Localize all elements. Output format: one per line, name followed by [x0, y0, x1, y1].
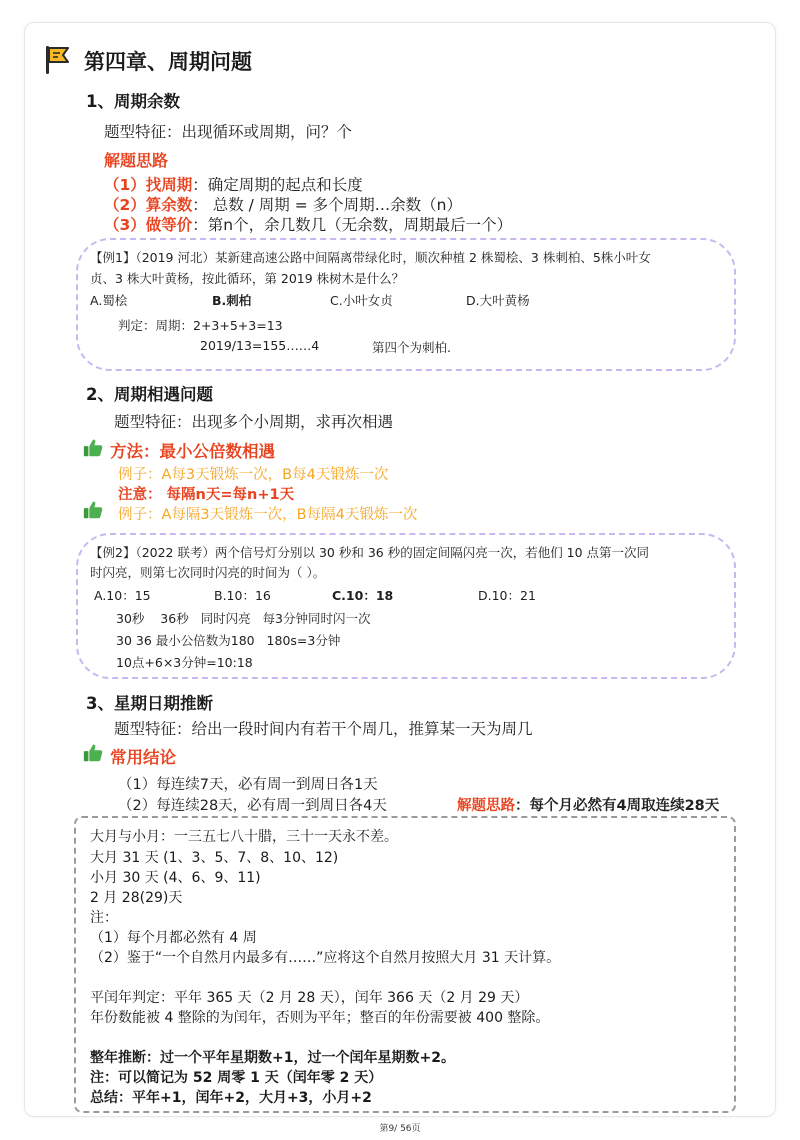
section2-example1: 例子：A每3天锻炼一次，B每4天锻炼一次	[118, 467, 389, 483]
example2-option-a: A.10：15	[94, 588, 151, 603]
box-line5: 注：	[90, 910, 118, 926]
box-line6: （1）每个月都必然有 4 周	[90, 930, 257, 946]
example1-option-a: A.蜀桧	[90, 293, 128, 308]
box-line10: 整年推断：过一个平年星期数+1，过一个闰年星期数+2。	[90, 1050, 455, 1066]
example2-work1: 30秒 36秒 同时闪亮 每3分钟同时闪一次	[116, 611, 371, 626]
step3-text: ：第n个，余几数几（无余数，周期最后一个）	[192, 216, 513, 234]
step2-label: （2）算余数	[104, 196, 193, 214]
box-line11: 注：可以简记为 52 周零 1 天（闰年零 2 天）	[90, 1070, 383, 1086]
box-line8: 平闰年判定：平年 365 天（2 月 28 天），闰年 366 天（2 月 29 天）	[90, 990, 529, 1006]
section3-common-label: 常用结论	[110, 748, 176, 767]
section2-method: 方法：最小公倍数相遇	[110, 442, 275, 461]
example1-work1: 判定：周期：2+3+5+3=13	[118, 318, 283, 333]
step1-label: （1）找周期	[104, 176, 193, 194]
section1-feature: 题型特征：出现循环或周期，问？个	[104, 123, 353, 141]
section2-feature: 题型特征：出现多个小周期，求再次相遇	[114, 413, 394, 431]
section3-tip-label: 解题思路	[457, 798, 515, 814]
page-number: 第9/ 56页	[379, 1124, 421, 1134]
example1-option-d: D.大叶黄杨	[466, 293, 530, 308]
box-line9: 年份数能被 4 整除的为闰年，否则为平年；整百的年份需要被 400 整除。	[90, 1010, 550, 1026]
flag-icon	[44, 44, 72, 76]
section2-example2: 例子：A每隔3天锻炼一次，B每隔4天锻炼一次	[118, 507, 418, 523]
section3-heading: 3、星期日期推断	[86, 694, 213, 713]
section3-conclusion1: （1）每连续7天，必有周一到周日各1天	[118, 777, 378, 793]
box-line3: 小月 30 天 (4、6、9、11)	[90, 870, 261, 886]
example2-option-b: B.10：16	[214, 588, 271, 603]
box-line12: 总结：平年+1，闰年+2，大月+3，小月+2	[90, 1090, 372, 1106]
thumbs-up-icon	[82, 499, 104, 521]
section3-tip-text: ：每个月必然有4周取连续28天	[515, 798, 720, 814]
step3-label: （3）做等价	[104, 216, 193, 234]
example2-line2: 时闪亮，则第七次同时闪亮的时间为（ ）。	[90, 565, 326, 580]
example2-line1: 【例2】（2022 联考）两个信号灯分别以 30 秒和 36 秒的固定间隔闪亮一次，若他们 10 点第一次同	[90, 545, 650, 560]
example2-work2: 30 36 最小公倍数为180 180s=3分钟	[116, 633, 341, 648]
box-line4: 2 月 28(29)天	[90, 890, 183, 906]
box-line1: 大月与小月：一三五七八十腊，三十一天永不差。	[90, 829, 398, 845]
example1-work3: 第四个为刺柏.	[372, 340, 451, 355]
section2-note: 注意： 每隔n天=每n+1天	[118, 487, 295, 503]
thumbs-up-icon	[82, 437, 104, 459]
example1-option-b: B.刺柏	[212, 293, 252, 308]
step2-text: ： 总数 / 周期 = 多个周期…余数（n）	[192, 196, 462, 214]
section3-feature: 题型特征：给出一段时间内有若干个周几，推算某一天为周几	[114, 720, 533, 738]
step1	[104, 173, 363, 195]
example1-line1: 【例1】（2019 河北）某新建高速公路中间隔离带绿化时，顺次种植 2 株蜀桧、3 株刺柏、5株小叶女	[90, 250, 651, 265]
section3-tip	[457, 794, 719, 815]
example2-option-c: C.10：18	[332, 588, 394, 603]
example1-option-c: C.小叶女贞	[330, 293, 393, 308]
step2	[104, 193, 462, 215]
section2-heading: 2、周期相遇问题	[86, 385, 213, 404]
section1-approach-label: 解题思路	[104, 151, 169, 170]
chapter-title: 第四章、周期问题	[84, 50, 252, 74]
box-line7: （2）鉴于“一个自然月内最多有……”应将这个自然月按照大月 31 天计算。	[90, 950, 561, 966]
example2-option-d: D.10：21	[478, 588, 536, 603]
example1-work2: 2019/13=155……4	[200, 338, 320, 353]
step3	[104, 213, 512, 235]
section1-heading: 1、周期余数	[86, 92, 180, 111]
example2-work3: 10点+6×3分钟=10:18	[116, 655, 253, 670]
example1-line2: 贞、3 株大叶黄杨，按此循环，第 2019 株树木是什么？	[90, 271, 405, 286]
step1-text: ：确定周期的起点和长度	[192, 176, 363, 194]
section3-conclusion2: （2）每连续28天，必有周一到周日各4天	[118, 798, 387, 814]
thumbs-up-icon	[82, 742, 104, 764]
box-line2: 大月 31 天 (1、3、5、7、8、10、12)	[90, 850, 339, 866]
